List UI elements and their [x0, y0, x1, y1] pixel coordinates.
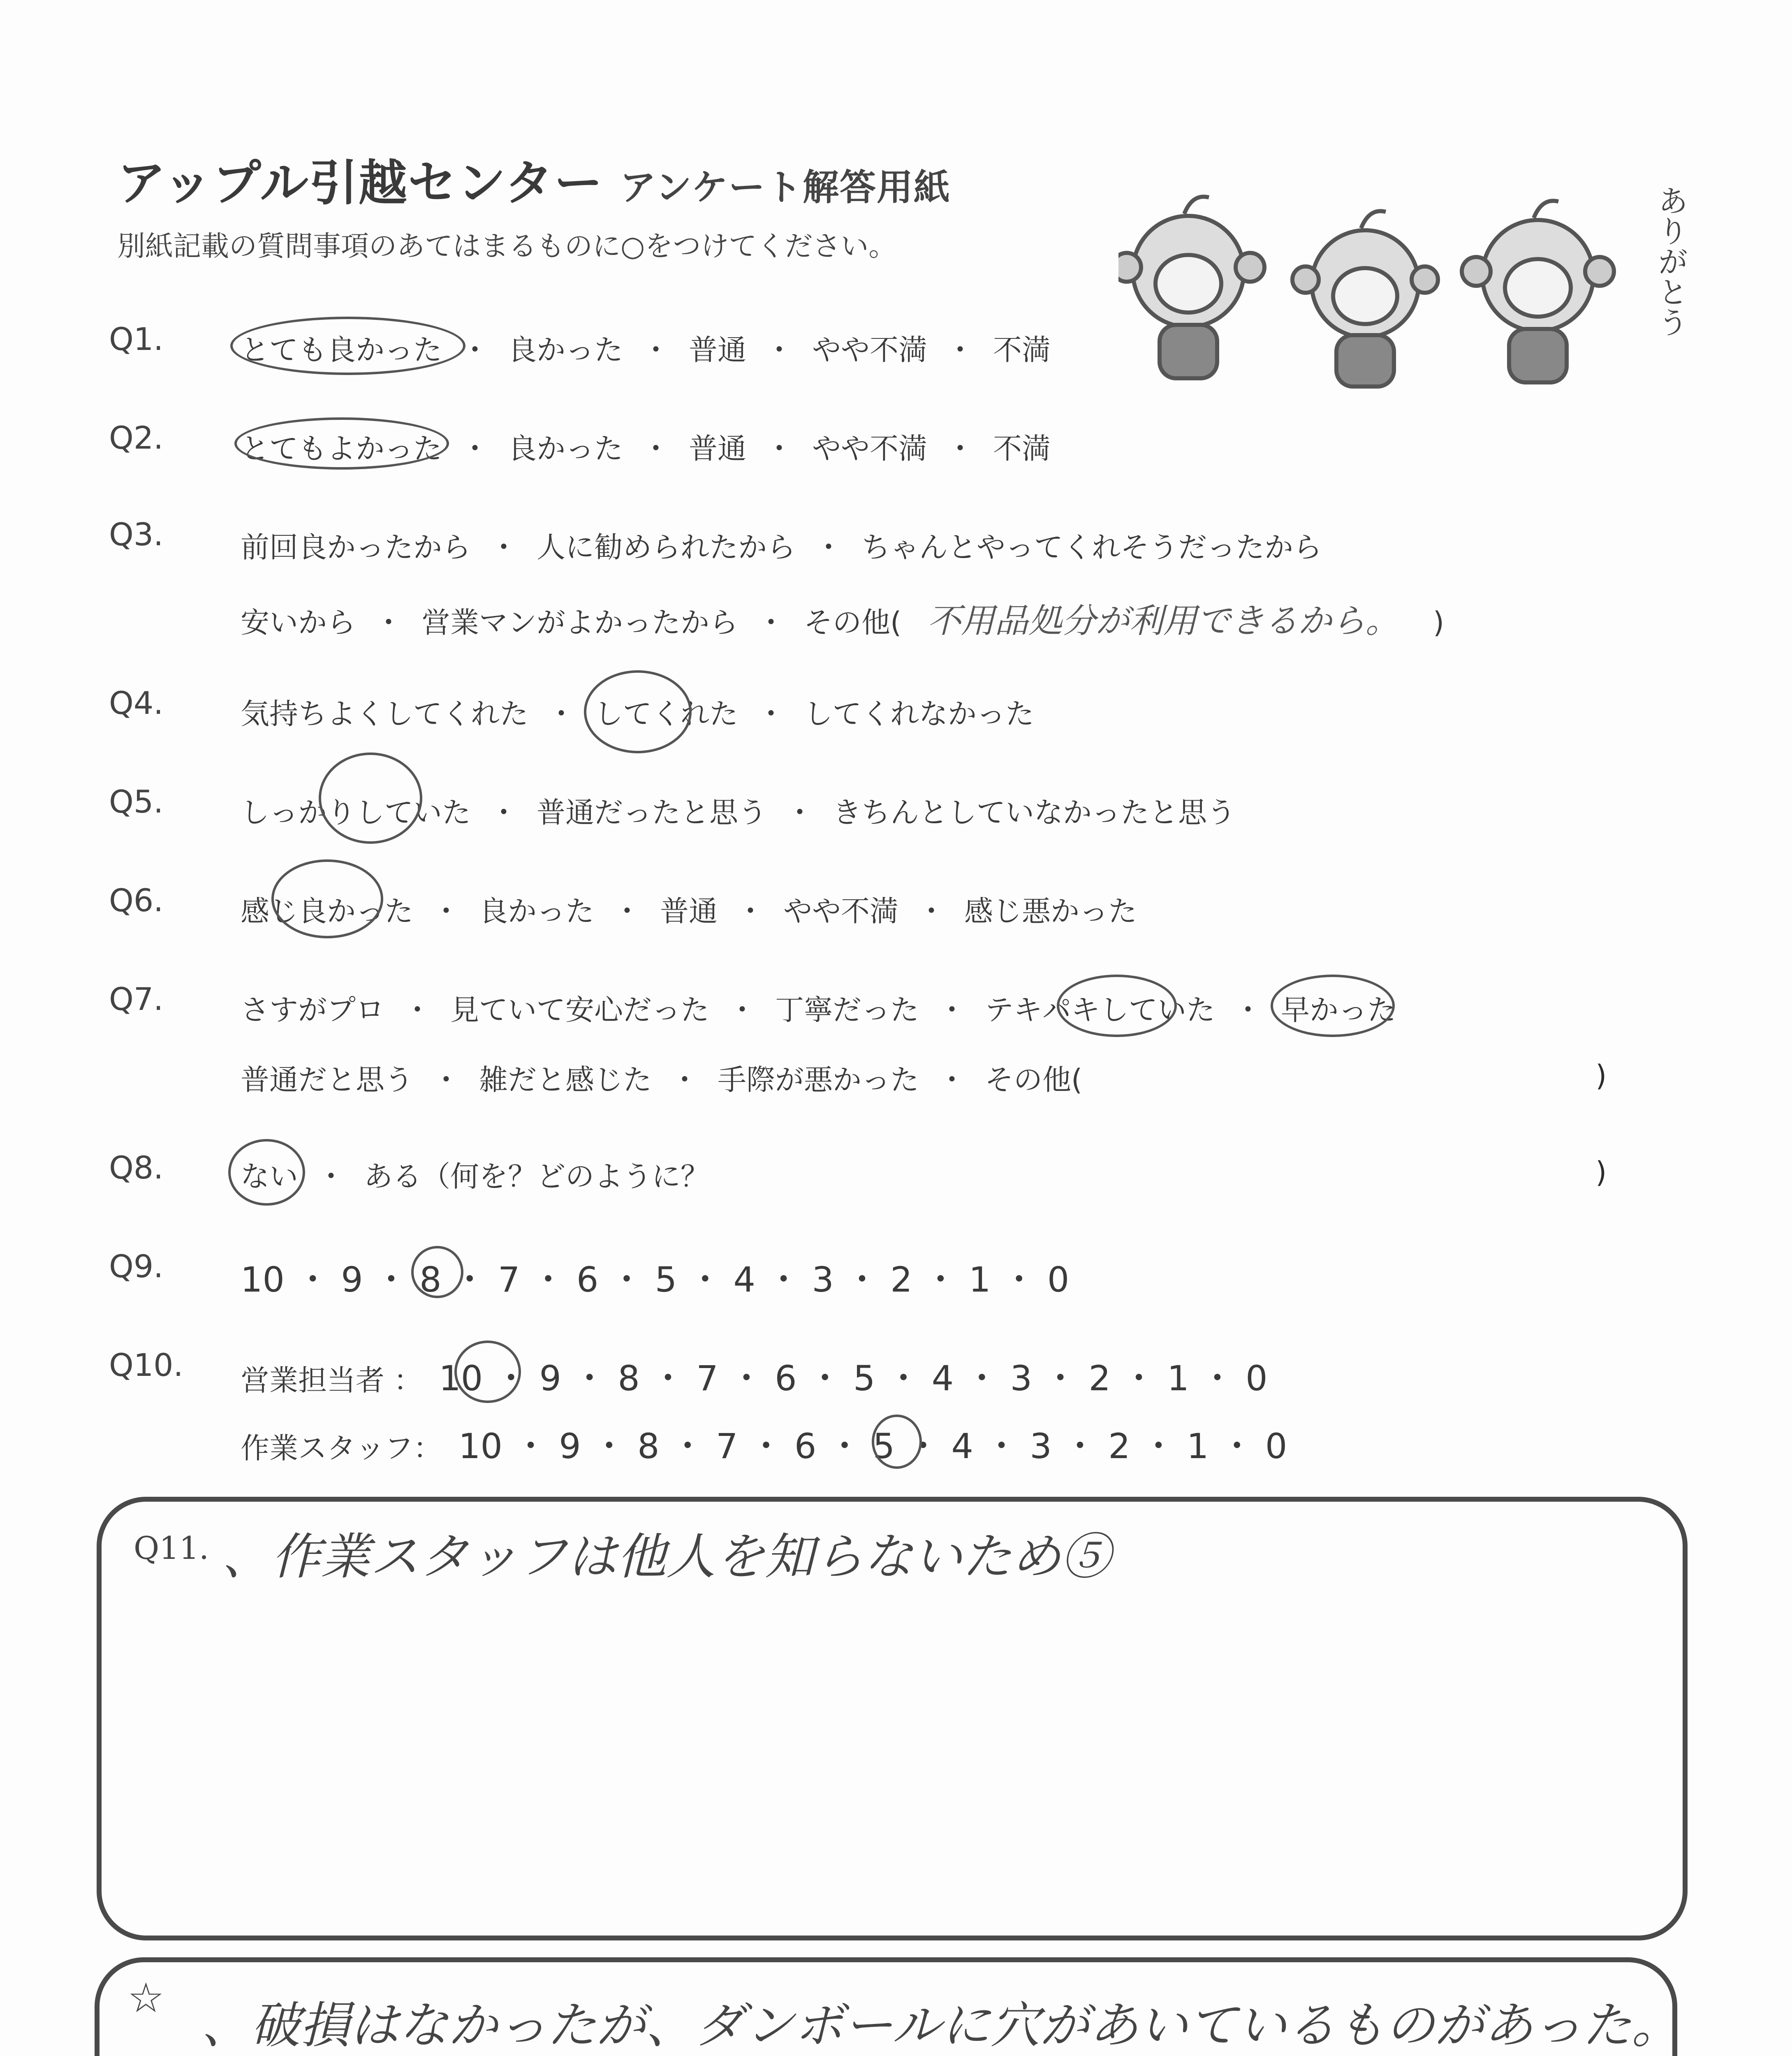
q10-sales-row: [241, 1351, 1268, 1401]
q2-option[interactable]: 普通: [689, 432, 746, 465]
q8-number: Q8.: [109, 1149, 164, 1186]
q6-option[interactable]: 良かった: [479, 894, 594, 928]
q3-options-line1: 前回良かったから ・ 人に勧められたから ・ ちゃんとやってくれそうだったから: [241, 530, 1322, 564]
q3-option-other[interactable]: その他(: [804, 606, 902, 639]
q7-selection-circle-2: [1271, 975, 1395, 1037]
instruction: 別紙記載の質問事項のあてはまるものに○をつけてください。: [117, 230, 897, 263]
q8-options: ない ・ ある（何を？どのように？: [241, 1160, 709, 1193]
mascot-thanks-text: ありがとう: [1653, 185, 1688, 337]
monkey-mascots-icon: [1118, 177, 1653, 391]
q10-number: Q10.: [109, 1347, 183, 1383]
q3-option[interactable]: 前回良かったから: [241, 530, 471, 564]
comment-line-2: [284, 2052, 1219, 2056]
q7-options-line1: さすがプロ ・ 見ていて安心だった ・ 丁寧だった ・ テキパキしていた ・ 早かった: [241, 993, 1396, 1027]
q7-selection-circle-1: [1057, 975, 1177, 1037]
q5-options: しっかりしていた ・ 普通だったと思う ・ きちんとしていなかったと思う: [241, 796, 1236, 829]
q3-other-handwritten: 不用品処分が利用できるから。: [927, 602, 1399, 641]
q4-number: Q4.: [109, 685, 164, 721]
q11-label: Q11.: [134, 1530, 209, 1566]
q2-option[interactable]: 良かった: [508, 432, 623, 465]
q10-sales-scale[interactable]: 10 ・ 9 ・ 8 ・ 7 ・ 6 ・ 5 ・ 4 ・ 3 ・ 2 ・ 1 ・ 0: [439, 1358, 1268, 1398]
q2-option[interactable]: 不満: [993, 432, 1051, 465]
q7-option[interactable]: 早かった: [1281, 993, 1396, 1027]
q4-option[interactable]: してくれなかった: [804, 697, 1034, 731]
star-icon: ☆: [127, 1974, 164, 2022]
form-title: アンケート解答用紙: [620, 166, 951, 208]
q6-option[interactable]: やや不満: [783, 894, 898, 928]
q4-selection-circle: [584, 670, 692, 753]
q9-selection-circle: [411, 1246, 463, 1298]
q5-option[interactable]: 普通だったと思う: [537, 796, 767, 829]
q3-options-line2: 安いから ・ 営業マンがよかったから ・ その他( 不用品処分が利用できるから。 ): [241, 602, 1445, 641]
q8-option[interactable]: ある（何を？どのように？: [364, 1160, 709, 1193]
q9-scale[interactable]: 10 ・ 9 ・ 8 ・ 7 ・ 6 ・ 5 ・ 4 ・ 3 ・ 2 ・ 1 ・ 0: [241, 1260, 1070, 1300]
q3-option[interactable]: 人に勧められたから: [537, 530, 796, 564]
q1-option[interactable]: とても良かった: [241, 333, 442, 367]
q3-option[interactable]: ちゃんとやってくれそうだったから: [861, 530, 1322, 564]
q1-option[interactable]: やや不満: [812, 333, 927, 367]
q6-option[interactable]: 感じ良かった: [241, 894, 413, 928]
q10-staff-scale[interactable]: 10 ・ 9 ・ 8 ・ 7 ・ 6 ・ 5 ・ 4 ・ 3 ・ 2 ・ 1 ・ 0: [458, 1426, 1287, 1466]
q7-number: Q7.: [109, 981, 164, 1017]
q7-option[interactable]: テキパキしていた: [985, 993, 1215, 1027]
q7-option-other[interactable]: その他(: [985, 1063, 1083, 1097]
q1-option[interactable]: 普通: [689, 333, 746, 367]
q3-option[interactable]: 安いから: [241, 606, 356, 639]
q1-selection-circle: [230, 317, 465, 375]
q10-staff-label: 作業スタッフ：: [241, 1431, 442, 1465]
q6-number: Q6.: [109, 882, 164, 919]
q3-close-paren: ): [1433, 606, 1445, 639]
q7-options-line2: 普通だと思う ・ 雑だと感じた ・ 手際が悪かった ・ その他(: [241, 1063, 1083, 1097]
q10-staff-selection-circle: [872, 1415, 922, 1469]
q7-option[interactable]: 普通だと思う: [241, 1063, 413, 1097]
q11-handwritten-answer: 、作業スタッフは他人を知らないため⑤: [222, 1528, 1110, 1586]
brand-title: [117, 144, 951, 214]
q6-option[interactable]: 普通: [660, 894, 718, 928]
q4-option[interactable]: 気持ちよくしてくれた: [241, 697, 528, 731]
q7-option[interactable]: 見ていて安心だった: [450, 993, 709, 1027]
q9-number: Q9.: [109, 1248, 164, 1285]
q10-sales-selection-circle: [454, 1341, 521, 1403]
q3-number: Q3.: [109, 516, 164, 553]
q7-option[interactable]: さすがプロ: [241, 993, 384, 1027]
q2-number: Q2.: [109, 419, 164, 456]
q6-option[interactable]: 感じ悪かった: [964, 894, 1137, 928]
q7-option[interactable]: 雑だと感じた: [479, 1063, 652, 1097]
q1-option[interactable]: 不満: [993, 333, 1051, 367]
q2-option[interactable]: とてもよかった: [241, 432, 442, 465]
q10-staff-row: [241, 1419, 1287, 1468]
q5-selection-circle: [319, 752, 422, 844]
brand-name: アップル引越センター: [117, 155, 604, 211]
q8-close-paren: ): [1595, 1155, 1607, 1189]
q2-selection-circle: [234, 417, 449, 470]
q7-option[interactable]: 丁寧だった: [775, 993, 919, 1027]
q8-selection-circle: [228, 1139, 305, 1206]
q6-options: 感じ良かった ・ 良かった ・ 普通 ・ やや不満 ・ 感じ悪かった: [241, 894, 1137, 928]
q3-option[interactable]: 営業マンがよかったから: [421, 606, 738, 639]
q1-option[interactable]: 良かった: [508, 333, 623, 367]
q8-option[interactable]: ない: [241, 1160, 298, 1193]
comment-line-1: 、破損はなかったが、ダンボールに穴があいているものがあった。: [201, 1997, 1681, 2054]
q4-option[interactable]: してくれた: [594, 697, 738, 731]
q7-close-paren: ): [1595, 1059, 1607, 1093]
q6-selection-circle: [271, 859, 383, 938]
q5-option[interactable]: きちんとしていなかったと思う: [833, 796, 1236, 829]
q2-option[interactable]: やや不満: [812, 432, 927, 465]
q1-number: Q1.: [109, 321, 164, 357]
q5-option[interactable]: しっかりしていた: [241, 796, 471, 829]
q7-option[interactable]: 手際が悪かった: [718, 1063, 919, 1097]
q2-options: とてもよかった ・ 良かった ・ 普通 ・ やや不満 ・ 不満: [241, 432, 1051, 465]
q5-number: Q5.: [109, 783, 164, 820]
q4-options: 気持ちよくしてくれた ・ してくれた ・ してくれなかった: [241, 697, 1034, 731]
q1-options: とても良かった ・ 良かった ・ 普通 ・ やや不満 ・ 不満: [241, 333, 1051, 367]
q10-sales-label: 営業担当者 ：: [241, 1364, 423, 1397]
